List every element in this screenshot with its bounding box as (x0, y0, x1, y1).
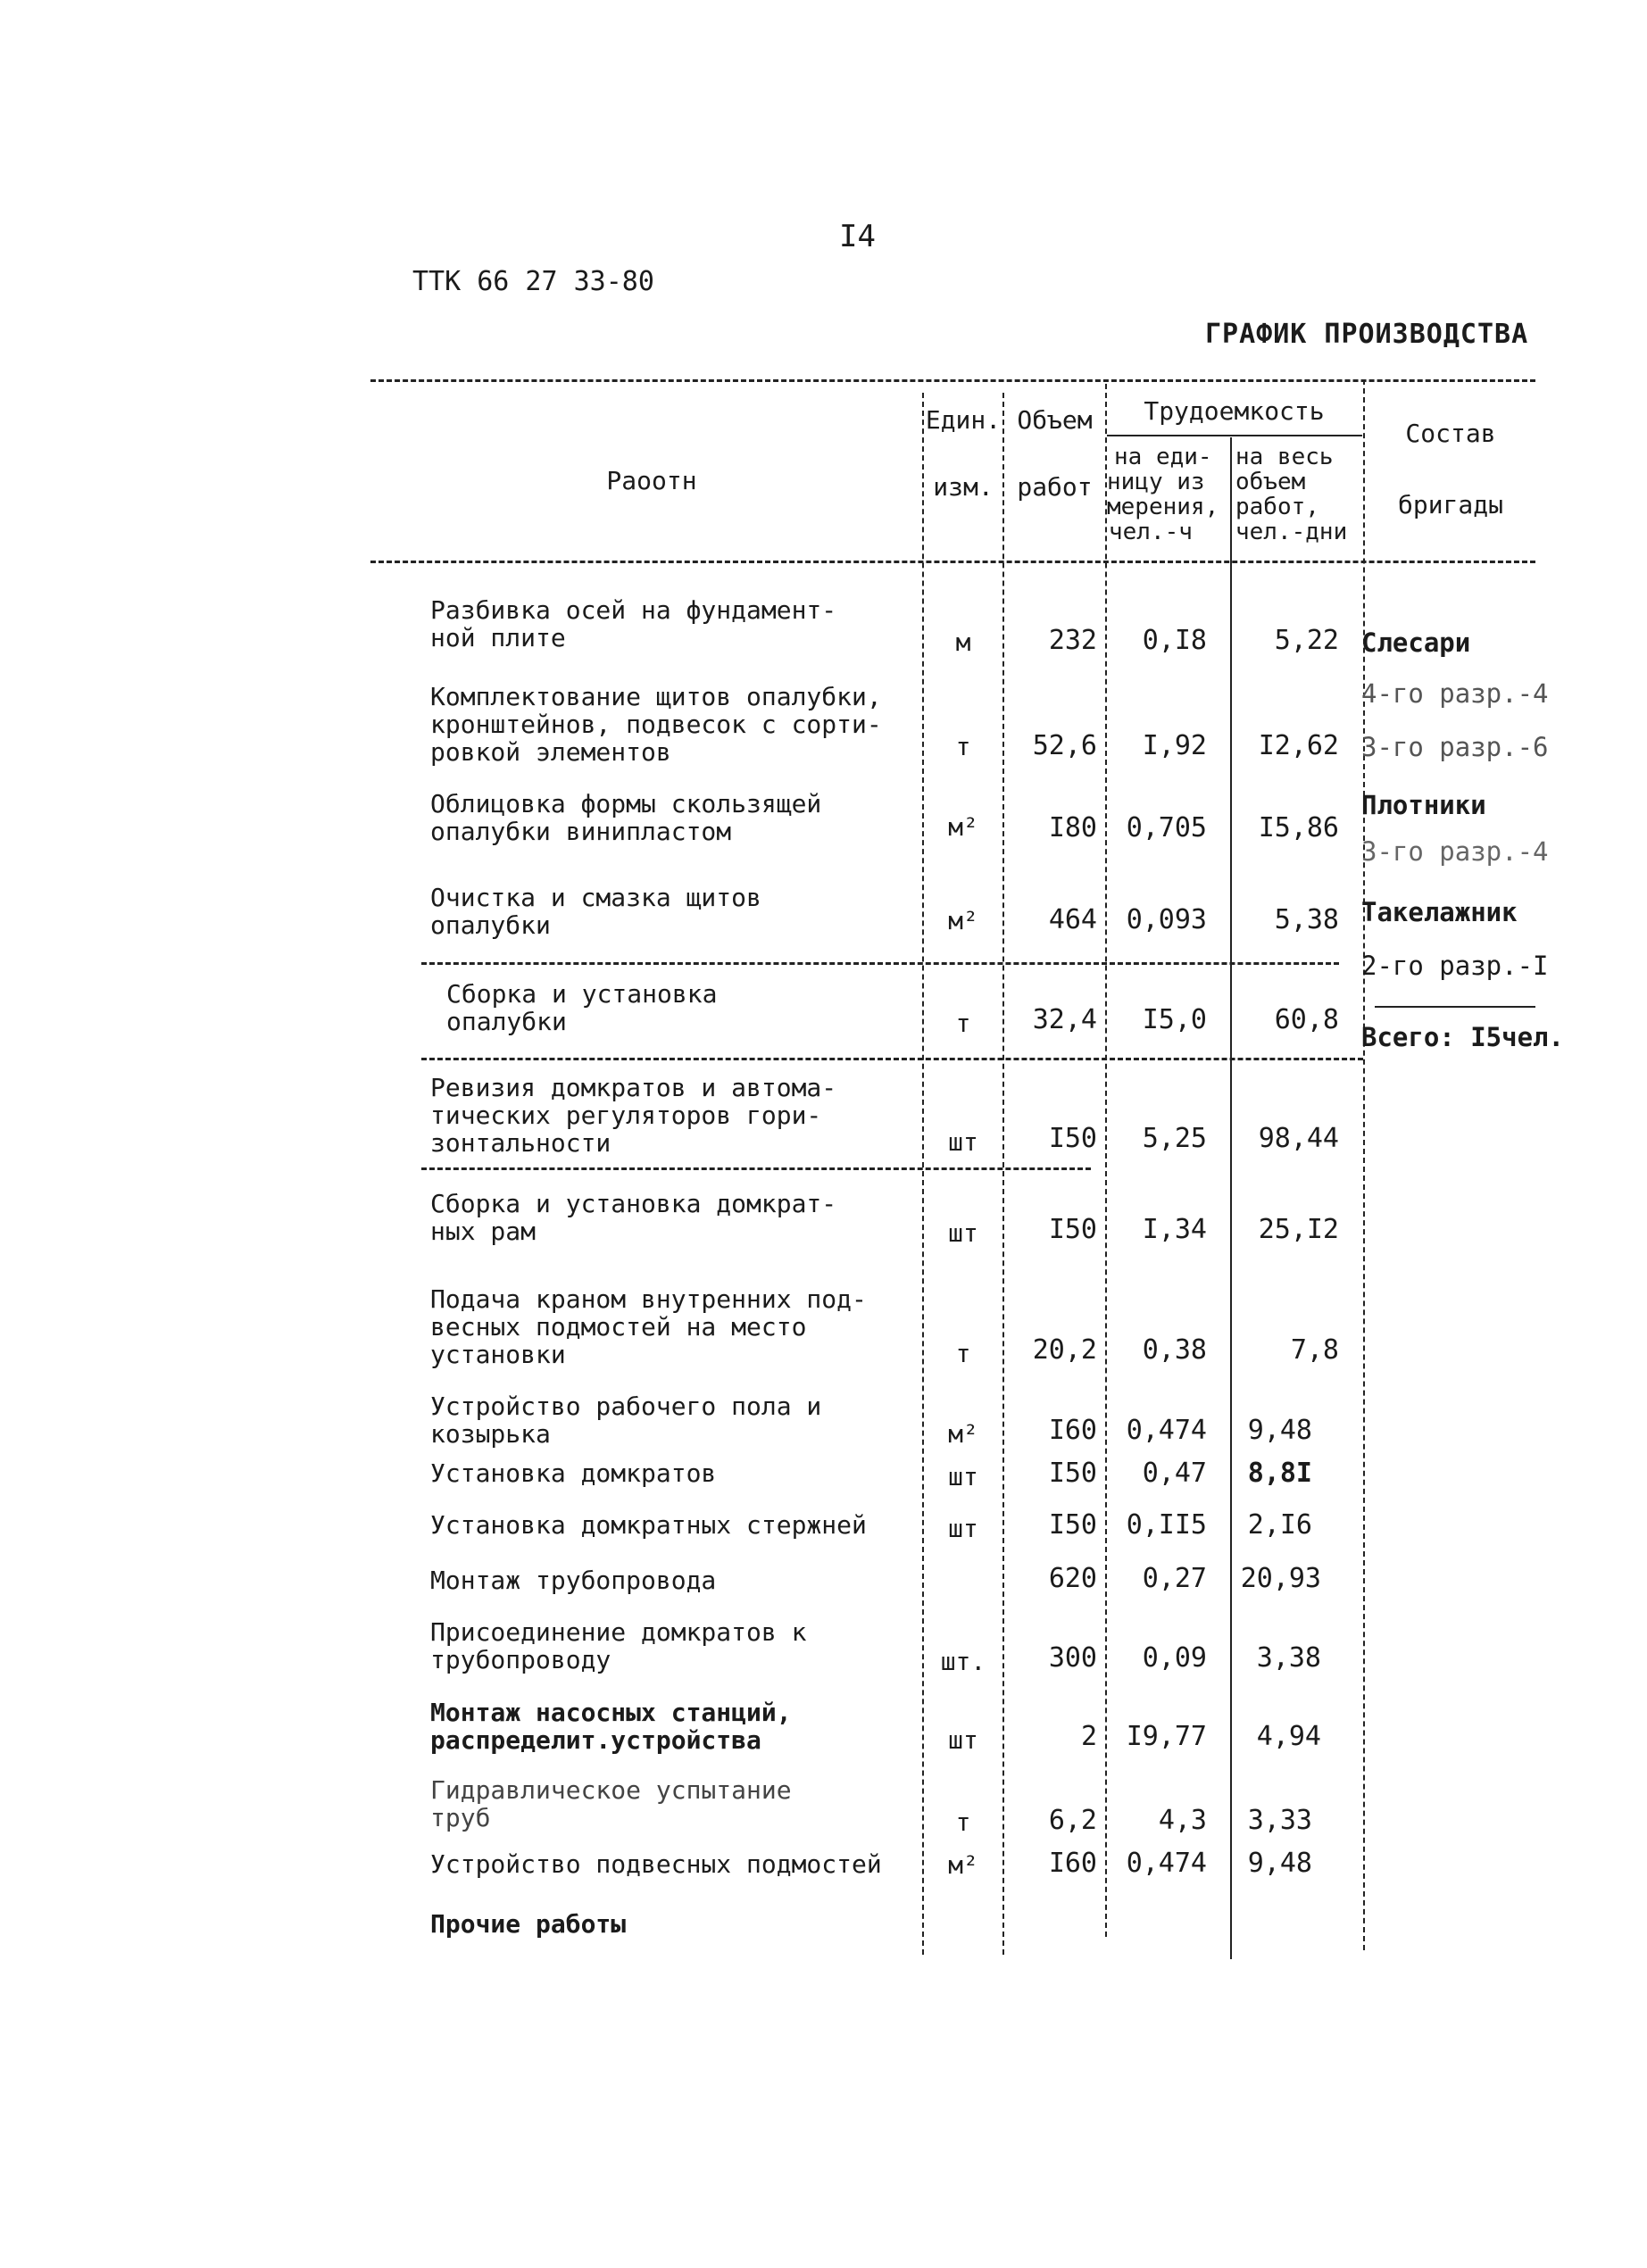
row-volume: 52,6 (1032, 730, 1097, 761)
row-labor-total: I2,62 (1258, 730, 1339, 761)
section-rule-1 (421, 962, 1339, 965)
section-rule-3 (421, 1167, 1091, 1170)
crew-line: Плотники (1361, 790, 1486, 820)
row-unit: т (955, 1339, 971, 1368)
table-header-bottom-rule (370, 561, 1535, 563)
row-work: Устройство рабочего пола и козырька (430, 1392, 822, 1449)
row-labor-per-unit: 0,47 (1142, 1458, 1207, 1489)
header-unit-2: изм. (933, 472, 994, 502)
row-labor-per-unit: I,34 (1142, 1214, 1207, 1245)
row-labor-total: 5,22 (1274, 625, 1339, 656)
row-unit: т (955, 1009, 971, 1038)
crew-line: 3-го разр.-4 (1361, 836, 1549, 867)
row-labor-per-unit: 0,474 (1126, 1415, 1207, 1446)
row-labor-per-unit: 0,09 (1142, 1642, 1207, 1674)
row-unit: м² (948, 1850, 978, 1880)
crew-line: 2-го разр.-I (1361, 951, 1549, 981)
header-crew: Состав (1405, 419, 1496, 448)
header-labor-total-3: работ, (1235, 494, 1319, 520)
table-top-rule (370, 379, 1535, 382)
row-unit: т (955, 732, 971, 761)
header-labor-unit-1: на еди- (1114, 444, 1212, 470)
row-work: Подача краном внутренних под- весных подмостей на место установки (430, 1284, 867, 1369)
row-work: Гидравлическое успытание труб (430, 1775, 792, 1832)
row-work: Прочие работы (430, 1909, 627, 1939)
row-labor-total: 8,8I (1247, 1458, 1312, 1489)
header-crew-2: бригады (1397, 490, 1503, 519)
row-work: Присоединение домкратов к трубопроводу (430, 1617, 807, 1674)
header-labor-unit-2: ницу из (1107, 469, 1205, 495)
row-work: Сборка и установка домкрат- ных рам (430, 1189, 837, 1246)
row-unit: шт (948, 1218, 978, 1248)
column-separator-per-unit (1105, 384, 1107, 1937)
header-labor-total-2: объем (1235, 469, 1306, 495)
row-work: Очистка и смазка щитов опалубки (430, 883, 761, 940)
row-work: Облицовка формы скользящей опалубки винипластом (430, 789, 822, 846)
row-labor-total: 3,38 (1256, 1642, 1321, 1674)
row-labor-total: 4,94 (1256, 1721, 1321, 1752)
header-labor-unit-3: мерения, (1107, 494, 1219, 520)
crew-line: Такелажник (1361, 897, 1518, 927)
row-volume: I50 (1048, 1123, 1097, 1154)
row-volume: 232 (1048, 625, 1097, 656)
header-labor-total-4: чел.-дни (1235, 519, 1348, 545)
header-labor-total-1: на весь (1235, 444, 1334, 470)
row-unit: т (955, 1807, 971, 1837)
row-work: Установка домкратных стержней (430, 1510, 867, 1540)
row-labor-total: 98,44 (1258, 1123, 1339, 1154)
row-labor-total: 25,I2 (1258, 1214, 1339, 1245)
crew-line: 3-го разр.-6 (1361, 732, 1549, 762)
row-volume: 620 (1048, 1563, 1097, 1594)
row-volume: 2 (1080, 1721, 1097, 1752)
row-work: Комплектование щитов опалубки, кронштейнов, подвесок с сорти- ровкой элементов (430, 682, 882, 767)
row-labor-per-unit: 0,093 (1126, 904, 1207, 935)
row-labor-per-unit: 0,474 (1126, 1848, 1207, 1879)
crew-total: Всего: I5чел. (1361, 1022, 1564, 1052)
row-unit: м (955, 627, 971, 657)
row-volume: I60 (1048, 1415, 1097, 1446)
schedule-title: ГРАФИК ПРОИЗВОДСТВА (1205, 319, 1529, 350)
row-labor-per-unit: I,92 (1142, 730, 1207, 761)
crew-total-rule (1375, 1006, 1535, 1008)
header-works: Раоотн (606, 466, 697, 495)
row-labor-total: 7,8 (1290, 1334, 1339, 1366)
document-code: ТТК 66 27 33-80 (412, 266, 654, 297)
row-labor-total: 20,93 (1240, 1563, 1321, 1594)
row-volume: I50 (1048, 1458, 1097, 1489)
crew-line: Слесари (1361, 627, 1471, 658)
row-unit: шт (948, 1514, 978, 1543)
row-labor-total: 5,38 (1274, 904, 1339, 935)
row-work: Установка домкратов (430, 1458, 717, 1488)
row-labor-per-unit: 0,38 (1142, 1334, 1207, 1366)
row-labor-per-unit: I5,0 (1142, 1004, 1207, 1035)
header-volume: Объем (1017, 405, 1093, 435)
row-labor-per-unit: I9,77 (1126, 1721, 1207, 1752)
row-volume: I50 (1048, 1214, 1097, 1245)
row-volume: 6,2 (1048, 1805, 1097, 1836)
row-labor-per-unit: 0,I8 (1142, 625, 1207, 656)
row-unit: м² (948, 812, 978, 842)
row-unit: м² (948, 906, 978, 935)
header-labor: Трудоемкость (1144, 396, 1325, 426)
header-labor-unit-4: чел.-ч (1109, 519, 1193, 545)
row-labor-per-unit: 0,II5 (1126, 1509, 1207, 1541)
row-unit: м² (948, 1419, 978, 1449)
row-labor-per-unit: 4,3 (1158, 1805, 1207, 1836)
row-volume: 464 (1048, 904, 1097, 935)
row-labor-total: 2,I6 (1247, 1509, 1312, 1541)
row-work: Ревизия домкратов и автома- тических регуляторов гори- зонтальности (430, 1073, 837, 1158)
row-unit: шт. (940, 1647, 986, 1676)
row-volume: I80 (1048, 812, 1097, 843)
section-rule-2 (421, 1058, 1363, 1060)
row-labor-total: I5,86 (1258, 812, 1339, 843)
column-separator-unit (922, 393, 924, 1955)
row-labor-total: 9,48 (1247, 1415, 1312, 1446)
row-labor-per-unit: 0,705 (1126, 812, 1207, 843)
row-work: Сборка и установка опалубки (446, 979, 718, 1036)
column-separator-crew (1363, 379, 1365, 1950)
row-volume: 20,2 (1032, 1334, 1097, 1366)
row-volume: 32,4 (1032, 1004, 1097, 1035)
row-work: Устройство подвесных подмостей (430, 1849, 882, 1879)
crew-line: 4-го разр.-4 (1361, 678, 1549, 709)
row-work: Монтаж насосных станций, распределит.устройства (430, 1698, 792, 1755)
row-volume: I60 (1048, 1848, 1097, 1879)
labor-subheader-rule (1107, 435, 1362, 436)
header-volume-2: работ (1017, 472, 1093, 502)
row-work: Разбивка осей на фундамент- ной плите (430, 595, 837, 652)
row-labor-total: 60,8 (1274, 1004, 1339, 1035)
header-unit: Един. (925, 405, 1002, 435)
row-volume: I50 (1048, 1509, 1097, 1541)
row-unit: шт (948, 1127, 978, 1157)
row-volume: 300 (1048, 1642, 1097, 1674)
row-labor-per-unit: 0,27 (1142, 1563, 1207, 1594)
row-labor-per-unit: 5,25 (1142, 1123, 1207, 1154)
row-unit: шт (948, 1725, 978, 1755)
page-number: I4 (839, 219, 876, 254)
row-unit: шт (948, 1462, 978, 1491)
row-work: Монтаж трубопровода (430, 1566, 717, 1595)
row-labor-total: 3,33 (1247, 1805, 1312, 1836)
row-labor-total: 9,48 (1247, 1848, 1312, 1879)
